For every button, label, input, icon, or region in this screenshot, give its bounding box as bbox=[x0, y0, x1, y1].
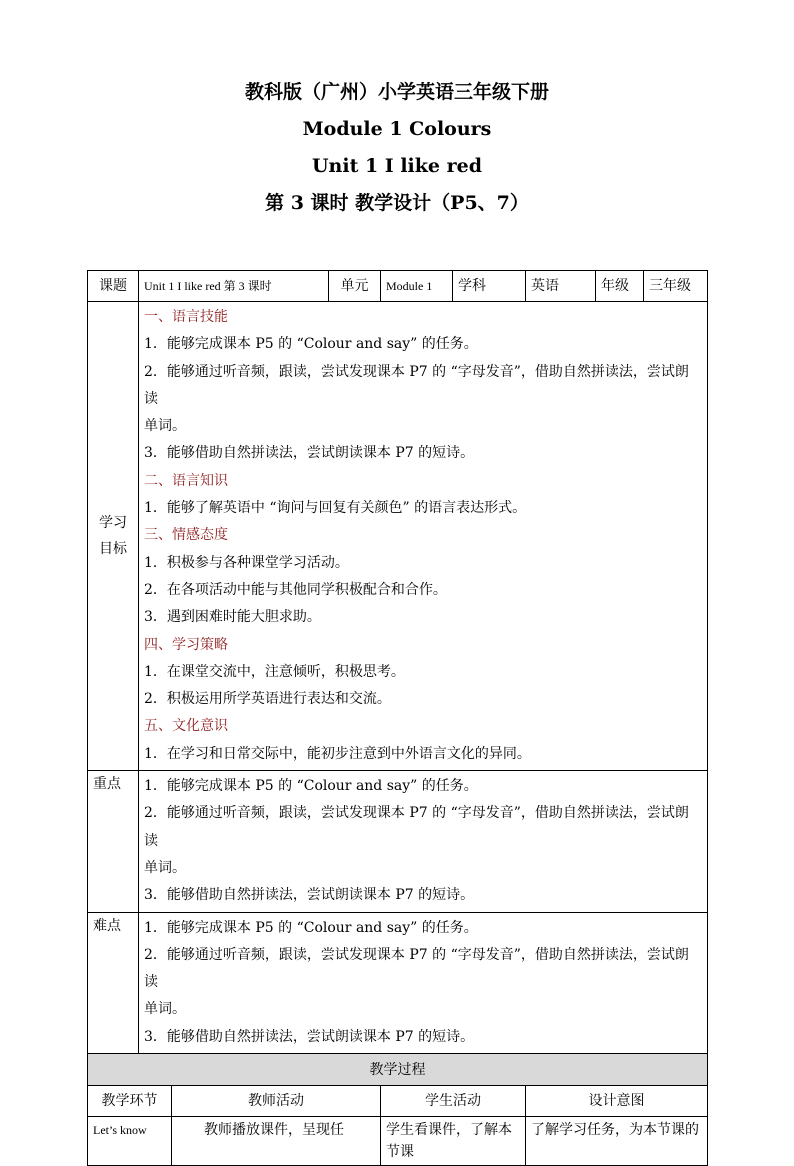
topic-value: Unit 1 I like red 第 3 课时 bbox=[139, 271, 329, 302]
section-heading: 一、语言技能 bbox=[144, 309, 228, 325]
subject-label: 学科 bbox=[453, 271, 526, 302]
section-heading: 四、学习策略 bbox=[144, 636, 228, 653]
subject-value: 英语 bbox=[526, 271, 596, 302]
title-line-1: 教科版（广州）小学英语三年级下册 bbox=[244, 81, 549, 103]
difficult-points-row bbox=[88, 912, 708, 1053]
section-heading: 三、情感态度 bbox=[144, 527, 228, 544]
objectives-label bbox=[88, 302, 139, 771]
content-line: 单词。 bbox=[144, 1001, 186, 1018]
content-line: 单词。 bbox=[144, 859, 186, 876]
content-line: 2．能够通过听音频，跟读，尝试发现课本 P7 的 “字母发音”，借助自然拼读法，尝试朗读 bbox=[144, 363, 689, 407]
content-line: 1．在学习和日常交际中，能初步注意到中外语言文化的异同。 bbox=[144, 745, 531, 762]
process-title: 教学过程 bbox=[88, 1054, 708, 1086]
objectives-row bbox=[88, 302, 708, 771]
difficult-points-content bbox=[139, 912, 708, 1053]
title-line-4: 第 3 课时 教学设计（P5、7） bbox=[265, 192, 529, 214]
grade-value: 三年级 bbox=[644, 271, 708, 302]
content-line: 2．在各项活动中能与其他同学积极配合和合作。 bbox=[144, 581, 447, 598]
key-points-content bbox=[139, 771, 708, 912]
process-title-row bbox=[88, 1054, 708, 1086]
lesson-plan-table bbox=[87, 270, 708, 1166]
content-line: 3．能够借助自然拼读法，尝试朗读课本 P7 的短诗。 bbox=[144, 1028, 475, 1045]
content-line: 1．能够了解英语中 “询问与回复有关颜色” 的语言表达形式。 bbox=[144, 500, 527, 517]
content-line: 2．积极运用所学英语进行表达和交流。 bbox=[144, 691, 391, 708]
topic-label: 课题 bbox=[88, 271, 139, 302]
process-teacher-cell: 教师播放课件，呈现任 bbox=[172, 1117, 381, 1166]
content-line: 2．能够通过听音频，跟读，尝试发现课本 P7 的 “字母发音”，借助自然拼读法，尝试朗读 bbox=[144, 946, 689, 991]
key-points-label: 重点 bbox=[88, 771, 139, 912]
content-line: 2．能够通过听音频，跟读，尝试发现课本 P7 的 “字母发音”，借助自然拼读法，尝试朗读 bbox=[144, 805, 689, 849]
title-line-2: Module 1 Colours bbox=[302, 118, 492, 140]
process-student-cell: 学生看课件，了解本节课 bbox=[381, 1117, 526, 1166]
content-line: 1．在课堂交流中，注意倾听，积极思考。 bbox=[144, 663, 405, 680]
content-line: 3．能够借助自然拼读法，尝试朗读课本 P7 的短诗。 bbox=[144, 887, 475, 904]
content-line: 1．能够完成课本 P5 的 “Colour and say” 的任务。 bbox=[144, 778, 478, 795]
section-heading: 二、语言知识 bbox=[144, 472, 228, 489]
info-row bbox=[88, 271, 708, 302]
content-line: 3．遇到困难时能大胆求助。 bbox=[144, 609, 321, 626]
grade-label: 年级 bbox=[596, 271, 644, 302]
process-stage-cell: Let’s know bbox=[88, 1117, 172, 1166]
process-row bbox=[88, 1117, 708, 1166]
content-line: 单词。 bbox=[144, 418, 186, 435]
process-col-stage: 教学环节 bbox=[88, 1086, 172, 1117]
document-title-block bbox=[0, 74, 794, 222]
process-intent-cell: 了解学习任务，为本节课的 bbox=[526, 1117, 708, 1166]
section-heading: 五、文化意识 bbox=[144, 718, 228, 735]
objectives-label-text: 学习目标 bbox=[99, 515, 127, 558]
process-col-teacher: 教师活动 bbox=[172, 1086, 381, 1117]
process-header-row bbox=[88, 1086, 708, 1117]
content-line: 1．能够完成课本 P5 的 “Colour and say” 的任务。 bbox=[144, 336, 478, 353]
difficult-points-label: 难点 bbox=[88, 912, 139, 1053]
content-line: 1．积极参与各种课堂学习活动。 bbox=[144, 554, 349, 571]
unit-value: Module 1 bbox=[381, 271, 453, 302]
process-col-student: 学生活动 bbox=[381, 1086, 526, 1117]
unit-label: 单元 bbox=[329, 271, 381, 302]
objectives-content bbox=[139, 302, 708, 771]
process-col-intent: 设计意图 bbox=[526, 1086, 708, 1117]
title-line-3: Unit 1 I like red bbox=[311, 155, 483, 177]
content-line: 3．能够借助自然拼读法，尝试朗读课本 P7 的短诗。 bbox=[144, 445, 475, 462]
key-points-row bbox=[88, 771, 708, 912]
content-line: 1．能够完成课本 P5 的 “Colour and say” 的任务。 bbox=[144, 919, 478, 936]
